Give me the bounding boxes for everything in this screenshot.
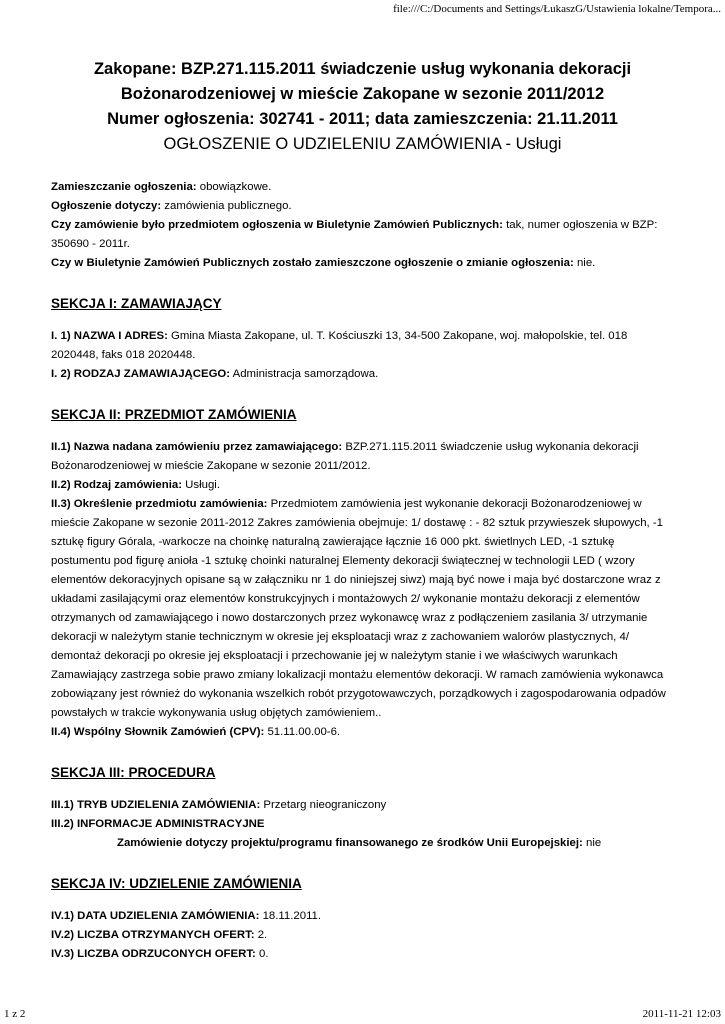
s3-field [51,834,676,853]
s1-field [51,365,676,384]
field-label: IV.2) LICZBA OTRZYMANYCH OFERT: [51,929,255,941]
field-value: nie. [573,257,596,269]
field-label: Ogłoszenie dotyczy: [51,200,162,212]
page-number: 1 z 2 [4,1008,26,1020]
document-body [51,178,676,964]
field-value: Przetarg nieograniczony [260,799,387,811]
field-value: 0. [255,948,269,960]
section-2-heading: SEKCJA II: PRZEDMIOT ZAMÓWIENIA [51,407,297,422]
field-label: Zamówienie dotyczy projektu/programu finansowanego ze środków Unii Europejskiej: [117,837,583,849]
field-label: II.2) Rodzaj zamówienia: [51,479,183,491]
field-value: obowiązkowe. [196,181,272,193]
field-label: II.3) Określenie przedmiotu zamówienia: [51,498,268,510]
field-value: Administracja samorządowa. [230,368,379,380]
field-value: nie [582,837,602,849]
field-label: III.2) INFORMACJE ADMINISTRACYJNE [51,818,265,830]
field-label: III.1) TRYB UDZIELENIA ZAMÓWIENIA: [51,799,261,811]
intro-line [51,178,676,197]
section-3-heading: SEKCJA III: PROCEDURA [51,765,216,780]
field-label: IV.1) DATA UDZIELENIA ZAMÓWIENIA: [51,910,260,922]
title-line-2: Bożonarodzeniowej w mieście Zakopane w sezonie 2011/2012 [120,85,605,103]
field-label: I. 1) NAZWA I ADRES: [51,330,168,342]
field-label: IV.3) LICZBA ODRZUCONYCH OFERT: [51,948,256,960]
field-label: II.1) Nazwa nadana zamówieniu przez zamawiającego: [51,441,343,453]
s3-field [51,815,676,834]
field-label: I. 2) RODZAJ ZAMAWIAJĄCEGO: [51,368,231,380]
field-value: 51.11.00.00-6. [264,726,341,738]
title-line-3: Numer ogłoszenia: 302741 - 2011; data zamieszczenia: 21.11.2011 [107,110,618,128]
field-label: Czy zamówienie było przedmiotem ogłoszenia w Biuletynie Zamówień Publicznych: [51,219,503,231]
s2-field [51,723,676,742]
s2-field [51,476,676,495]
s2-field [51,438,676,476]
field-value: 18.11.2011. [259,910,322,922]
field-value: Przedmiotem zamówienia jest wykonanie dekoracji Bożonarodzeniowej w mieście Zakopane w sezonie 2011-2012 Zakres zamówienia obejmuje: 1/ dostawę : - 82 sztuk przywieszek słupowych, -1 sztukę figury Górala, -warkocze na choinkę naturalną zawierające łącznie 16 000 pkt. świetlnych LED, -1 sztukę postumentu pod figurę anioła -1 sztukę choinki naturalnej Elementy dekoracji świątecznej w technologii LED ( wzory elementów dekoracyjnych opisane są w załączniku nr 1 do niniejszej siwz) mają być nowe i maja być dostarczone wraz z układami zasilającymi oraz elementów konstrukcyjnych i montażowych 2/ wykonanie montażu dekoracji z elementów otrzymanych od zamawiającego i nowo dostarczonych przez wykonawcę wraz z podłączeniem zasilania 3/ utrzymanie dekoracji w należytym stanie technicznym w okresie jej eksploatacji wraz z zachowaniem walorów plastycznych, 4/ demontaż dekoracji po okresie jej eksploatacji i przechowanie jej w należytym stanie i we właściwych warunkach Zamawiający zastrzega sobie prawo zmiany lokalizacji montażu elementów dekoracji. W ramach zamówienia wykonawca zobowiązany jest również do wykonania wszelkich robót przygotowawczych, porządkowych i zagospodarowania odpadów powstałych w trakcie wykonywania usług objętych zamówieniem.. [51,498,666,719]
title-line-1: Zakopane: BZP.271.115.2011 świadczenie usług wykonania dekoracji [93,60,632,78]
header-url: file:///C:/Documents and Settings/ŁukaszG/Ustawienia lokalne/Tempora... [393,3,721,15]
notice-type: OGŁOSZENIE O UDZIELENIU ZAMÓWIENIA - Usługi [163,135,562,153]
field-label: II.4) Wspólny Słownik Zamówień (CPV): [51,726,265,738]
intro-line [51,197,676,216]
field-value: tak, numer ogłoszenia w BZP: 350690 - 2011r. [51,219,658,250]
section-1-heading: SEKCJA I: ZAMAWIAJĄCY [51,296,222,311]
s4-field [51,926,676,945]
title-block [50,57,675,157]
s4-field [51,907,676,926]
s2-field [51,495,676,723]
s4-field [51,945,676,964]
intro-line [51,216,676,254]
field-label: Czy w Biuletynie Zamówień Publicznych zostało zamieszczone ogłoszenie o zmianie ogłoszenia: [51,257,574,269]
s1-field [51,327,676,365]
field-value: Usługi. [182,479,220,491]
field-value: 2. [254,929,268,941]
field-value: zamówienia publicznego. [161,200,292,212]
print-datetime: 2011-11-21 12:03 [642,1008,721,1020]
field-value: Gmina Miasta Zakopane, ul. T. Kościuszki 13, 34-500 Zakopane, woj. małopolskie, tel. 018 2020448, faks 018 2020448. [51,330,628,361]
intro-line [51,254,676,273]
field-value: BZP.271.115.2011 świadczenie usług wykonania dekoracji Bożonarodzeniowej w mieście Zakopane w sezonie 2011/2012. [51,441,639,472]
section-4-heading: SEKCJA IV: UDZIELENIE ZAMÓWIENIA [51,876,302,891]
s3-field [51,796,676,815]
field-label: Zamieszczanie ogłoszenia: [51,181,197,193]
